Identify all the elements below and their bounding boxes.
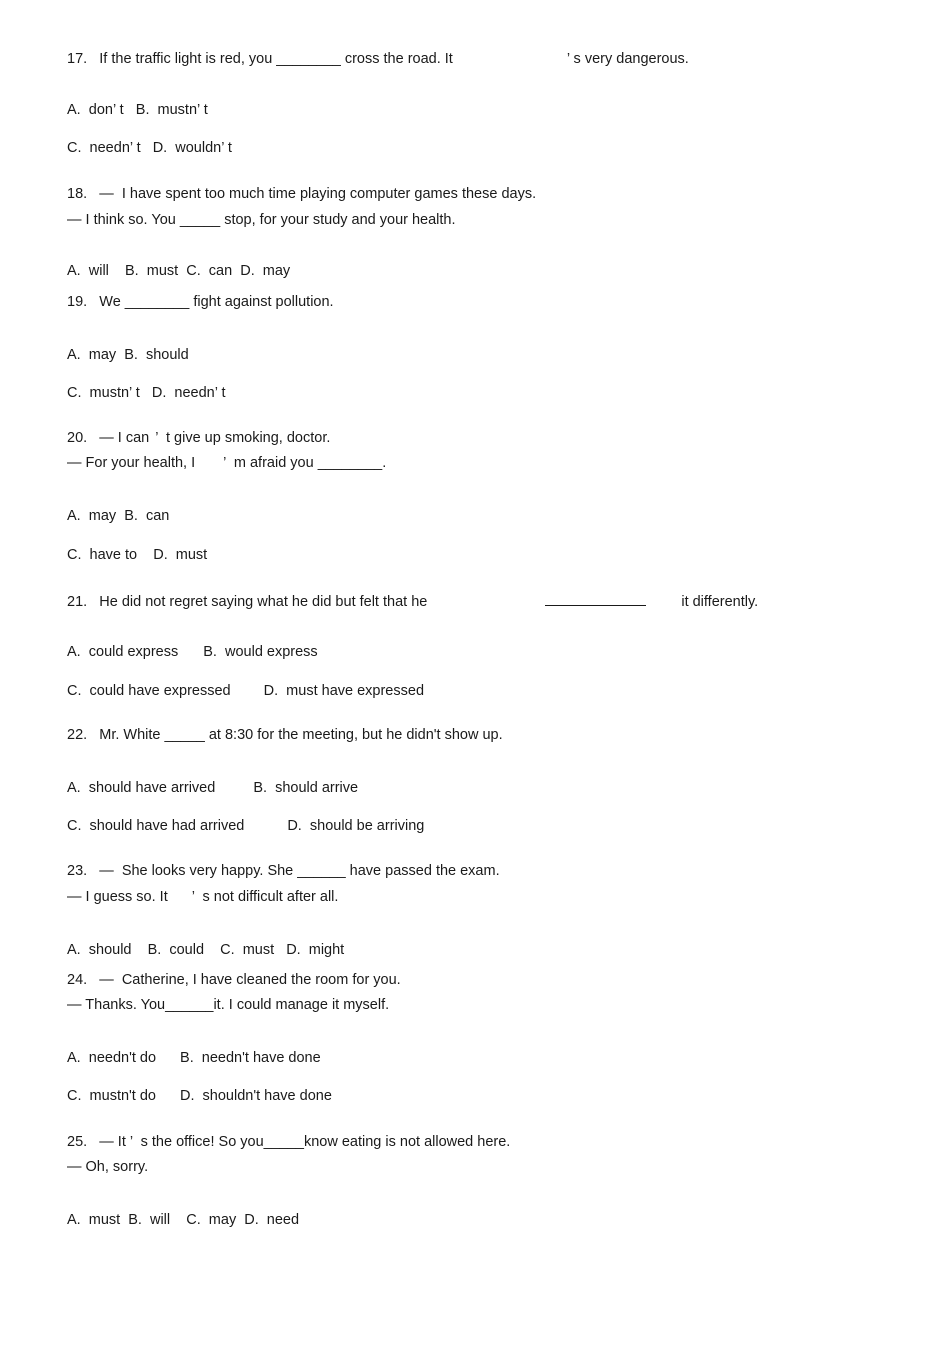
option-text: D. must have expressed (263, 683, 425, 699)
question-19-options-2: C. mustn’ t D. needn’ t (67, 385, 226, 401)
question-18-options: A. will B. must C. can D. may (67, 263, 291, 279)
question-number: 20. (67, 430, 88, 446)
stem-text: ’ m afraid you ________. (223, 455, 387, 471)
option-text: B. should arrive (253, 780, 359, 796)
question-24-options-1 (67, 1049, 321, 1067)
question-22-options-2 (67, 817, 424, 835)
option-text: A. needn't do (67, 1050, 157, 1066)
stem-text: Mr. White _____ at 8:30 for the meeting, but he didn't show up. (99, 727, 503, 743)
question-number: 23. (67, 863, 88, 879)
question-22-stem (67, 726, 503, 744)
question-number: 25. (67, 1134, 88, 1150)
question-25-line-1 (67, 1133, 510, 1151)
question-22-options-1 (67, 779, 358, 797)
option-text: A. should have arrived (67, 780, 216, 796)
question-24-line-2: — Thanks. You______it. I could manage it myself. (67, 997, 390, 1013)
question-21-options-2 (67, 682, 424, 700)
question-20-options-1: A. may B. can (67, 508, 170, 524)
stem-text: ’ s very dangerous. (566, 51, 689, 67)
question-20-line-2 (67, 454, 386, 472)
question-24-line-1 (67, 971, 401, 989)
question-number: 21. (67, 594, 88, 610)
stem-text: He did not regret saying what he did but felt that he (99, 594, 428, 610)
question-25-line-2: — Oh, sorry. (67, 1159, 149, 1175)
stem-text: ’ t give up smoking, doctor. (155, 430, 331, 446)
stem-text: We ________ fight against pollution. (99, 294, 334, 310)
stem-text: — It (99, 1134, 126, 1150)
question-25-options: A. must B. will C. may D. need (67, 1212, 300, 1228)
answer-blank (545, 592, 646, 606)
question-20-line-1 (67, 429, 330, 447)
stem-text: ’ s not difficult after all. (191, 889, 339, 905)
stem-text: — I guess so. It (67, 889, 168, 905)
option-text: B. needn't have done (180, 1050, 321, 1066)
question-20-options-2: C. have to D. must (67, 547, 208, 563)
stem-text: — She looks very happy. She ______ have passed the exam. (99, 863, 500, 879)
stem-text: — For your health, I (67, 455, 196, 471)
question-17-options-2: C. needn’ t D. wouldn’ t (67, 140, 232, 156)
option-text: D. should be arriving (287, 818, 425, 834)
question-19-stem (67, 293, 334, 311)
option-text: B. would express (203, 644, 318, 660)
question-23-line-1 (67, 862, 500, 880)
question-23-line-2 (67, 888, 338, 906)
question-number: 19. (67, 294, 88, 310)
option-text: A. could express (67, 644, 179, 660)
question-24-options-2 (67, 1087, 332, 1105)
option-text: C. could have expressed (67, 683, 231, 699)
stem-text: — I have spent too much time playing computer games these days. (99, 186, 537, 202)
option-text: D. shouldn't have done (180, 1088, 332, 1104)
stem-text: — I can (99, 430, 150, 446)
question-17-options-1: A. don’ t B. mustn’ t (67, 102, 208, 118)
option-text: C. should have had arrived (67, 818, 245, 834)
question-23-options: A. should B. could C. must D. might (67, 942, 345, 958)
question-number: 24. (67, 972, 88, 988)
question-18-line-1 (67, 185, 536, 203)
stem-text: it differently. (681, 594, 759, 610)
question-number: 22. (67, 727, 88, 743)
question-18-line-2: — I think so. You _____ stop, for your study and your health. (67, 212, 456, 228)
stem-text: If the traffic light is red, you ________ cross the road. It (99, 51, 453, 67)
question-21-stem (67, 592, 758, 611)
question-19-options-1: A. may B. should (67, 347, 189, 363)
question-21-options-1 (67, 643, 318, 661)
stem-text: — Catherine, I have cleaned the room for you. (99, 972, 401, 988)
question-number: 18. (67, 186, 88, 202)
question-number: 17. (67, 51, 88, 67)
option-text: C. mustn't do (67, 1088, 156, 1104)
question-17-stem (67, 50, 689, 68)
stem-text: ’ s the office! So you_____know eating is not allowed here. (129, 1134, 511, 1150)
